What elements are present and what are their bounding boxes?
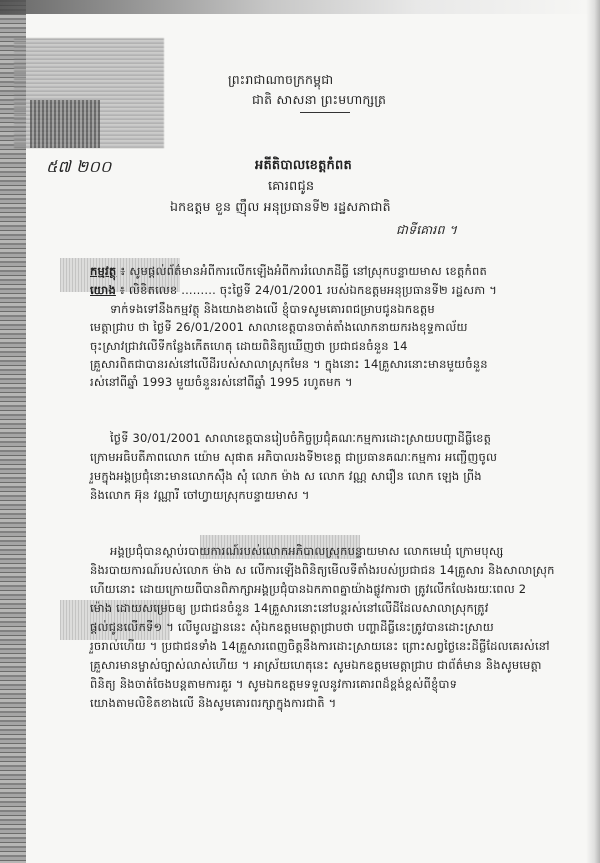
paragraph-2-line: និងលោក អ៊ុន វណ្ណារី ចៅហ្វាយស្រុកបន្ទាយមាស ។ — [90, 488, 310, 502]
body-line: រស់នៅពីឆ្នាំ 1993 មួយចំនួនរស់នៅពីឆ្នាំ 1995 រហូតមក ។ — [90, 375, 353, 389]
honorific: ជាទីគោរព ។ — [396, 222, 458, 237]
body-line: ទាក់ទងទៅនឹងកម្មវត្ថុ និងយោងខាងលើ ខ្ញុំបាទសូមគោរពជម្រាបជូនឯកឧត្តម — [110, 302, 435, 316]
paragraph-3-line: ពិនិត្យ និងចាត់ចែងបន្តតាមការគួរ ។ សូមឯកឧត្តមទទួលនូវការគោរពដ៏ខ្ពង់ខ្ពស់ពីខ្ញុំបាទ — [90, 677, 458, 691]
photocopy-blotch-dark — [30, 100, 100, 148]
photocopy-edge-right — [586, 0, 600, 863]
body-line: គ្រួសារពិតជាបានរស់នៅលើដីរបស់សាលាស្រុកមែន ។ ក្នុងនោះ 14គ្រួសារនោះមានមួយចំនួន — [90, 357, 488, 371]
paragraph-3-line: ហើយនោះ ដោយក្រោយពីបានពិភាក្សាអង្គប្រជុំបានឯកភាពគ្នាយ៉ាងផ្លូវការថា ត្រូវលើកលែងរយៈពេល 2 — [90, 582, 527, 596]
paragraph-2-line: ថ្ងៃទី 30/01/2001 សាលាខេត្តបានរៀបចំកិច្ចប្រជុំគណៈកម្មការដោះស្រាយបញ្ហាដីធ្លីខេត្ត — [110, 431, 492, 445]
body-line: ចុះស្រាវជ្រាវលើទីកន្លែងកើតហេតុ ដោយពិនិត្យឃើញថា ប្រជាជនចំនួន 14 — [90, 339, 408, 353]
subject-label: កម្មវត្ថុ — [90, 264, 117, 278]
subject-line — [90, 264, 487, 281]
paragraph-2-line: ក្រោមអធិបតីភាពលោក យ៉ោម សុផាត អភិបាលរងទី២ខេត្ត ជាប្រធានគណៈកម្មការ អញ្ជើញចូល — [90, 450, 498, 464]
body-line: មេត្តាជ្រាប ថា ថ្ងៃទី 26/01/2001 សាលាខេត្តបានចាត់តាំងលោកនាយករងខុទ្ទកាល័យ — [90, 320, 468, 334]
paragraph-3-line: ម៉ោង ដោយសម្រេចឲ្យ ប្រជាជនចំនួន 14គ្រួសារនោះនៅបន្តរស់នៅលើដីដែលសាលាស្រុកត្រូវ — [90, 601, 489, 615]
subject-text: ៖ សូមផ្តល់ព័ត៌មានអំពីការលើកឡើងអំពីការរំលោភដីធ្លី នៅស្រុកបន្ទាយមាស ខេត្តកំពត — [116, 264, 487, 278]
reference-text: ៖ លិខិតលេខ ......... ចុះថ្ងៃទី 24/01/2001 របស់ឯកឧត្តមអនុប្រធានទី២ រដ្ឋសភា ។ — [115, 283, 498, 297]
paragraph-3-line: គ្រួសារមានម្ចាស់ច្បាស់លាស់ហើយ ។ អាស្រ័យហេតុនេះ សូមឯកឧត្តមមេត្តាជ្រាប ជាព័ត៌មាន និងសូមមេត្តា — [90, 658, 542, 672]
paragraph-3-line: យោងតាមលិខិតខាងលើ និងសូមគោរពរក្សាក្នុងការជាតិ ។ — [90, 696, 337, 710]
paragraph-3-line: អង្គប្រជុំបានស្តាប់របាយការណ៍របស់លោកអភិបាលស្រុកបន្ទាយមាស លោកមេឃុំ ក្រោមបុស្ស — [110, 544, 504, 558]
reference-label: យោង — [90, 283, 116, 297]
national-motto: ជាតិ សាសនា ព្រះមហាក្សត្រ — [252, 92, 387, 107]
kingdom-header: ព្រះរាជាណាចក្រកម្ពុជា — [228, 72, 334, 87]
paragraph-3-line: និងរបាយការណ៍របស់លោក ម៉ាង ស លើការឡើងពិនិត្យមើលទីតាំងរបស់ប្រជាជន 14គ្រួសារ និងសាលាស្រុក — [90, 563, 555, 577]
reference-line — [90, 283, 497, 300]
reference-number: ៥៧ ២០០ — [46, 157, 112, 176]
paragraph-3-line: ផ្តល់ជូនលើកទី១ ។ លើមូលដ្ឋាននេះ សុំឯកឧត្តមមេត្តាជ្រាបថា បញ្ហាដីធ្លីនេះត្រូវបានដោះស្រាយ — [90, 620, 494, 634]
issuing-office: អតីតិបាលខេត្តកំពត — [255, 158, 352, 173]
to-label: គោរពជូន — [268, 179, 315, 194]
paragraph-3-line: រួចរាល់ហើយ ។ ប្រជាជនទាំង 14គ្រួសារពេញចិត្តនឹងការដោះស្រាយនេះ ព្រោះសព្វថ្ងៃនេះដីធ្លីដែលគេរស់នៅ — [90, 639, 550, 653]
photocopy-edge-top — [0, 0, 600, 14]
motto-divider — [300, 112, 350, 113]
paragraph-2-line: រួមក្នុងអង្គប្រជុំនោះមានលោកស៊ឹង សុំ លោក ម៉ាង ស លោក វណ្ណ សារឿន លោក ឡេង ព្រីង — [90, 469, 482, 483]
addressee: ឯកឧត្តម ខួន ញ៉ឹល អនុប្រធានទី២ រដ្ឋសភាជាតិ — [170, 199, 391, 214]
